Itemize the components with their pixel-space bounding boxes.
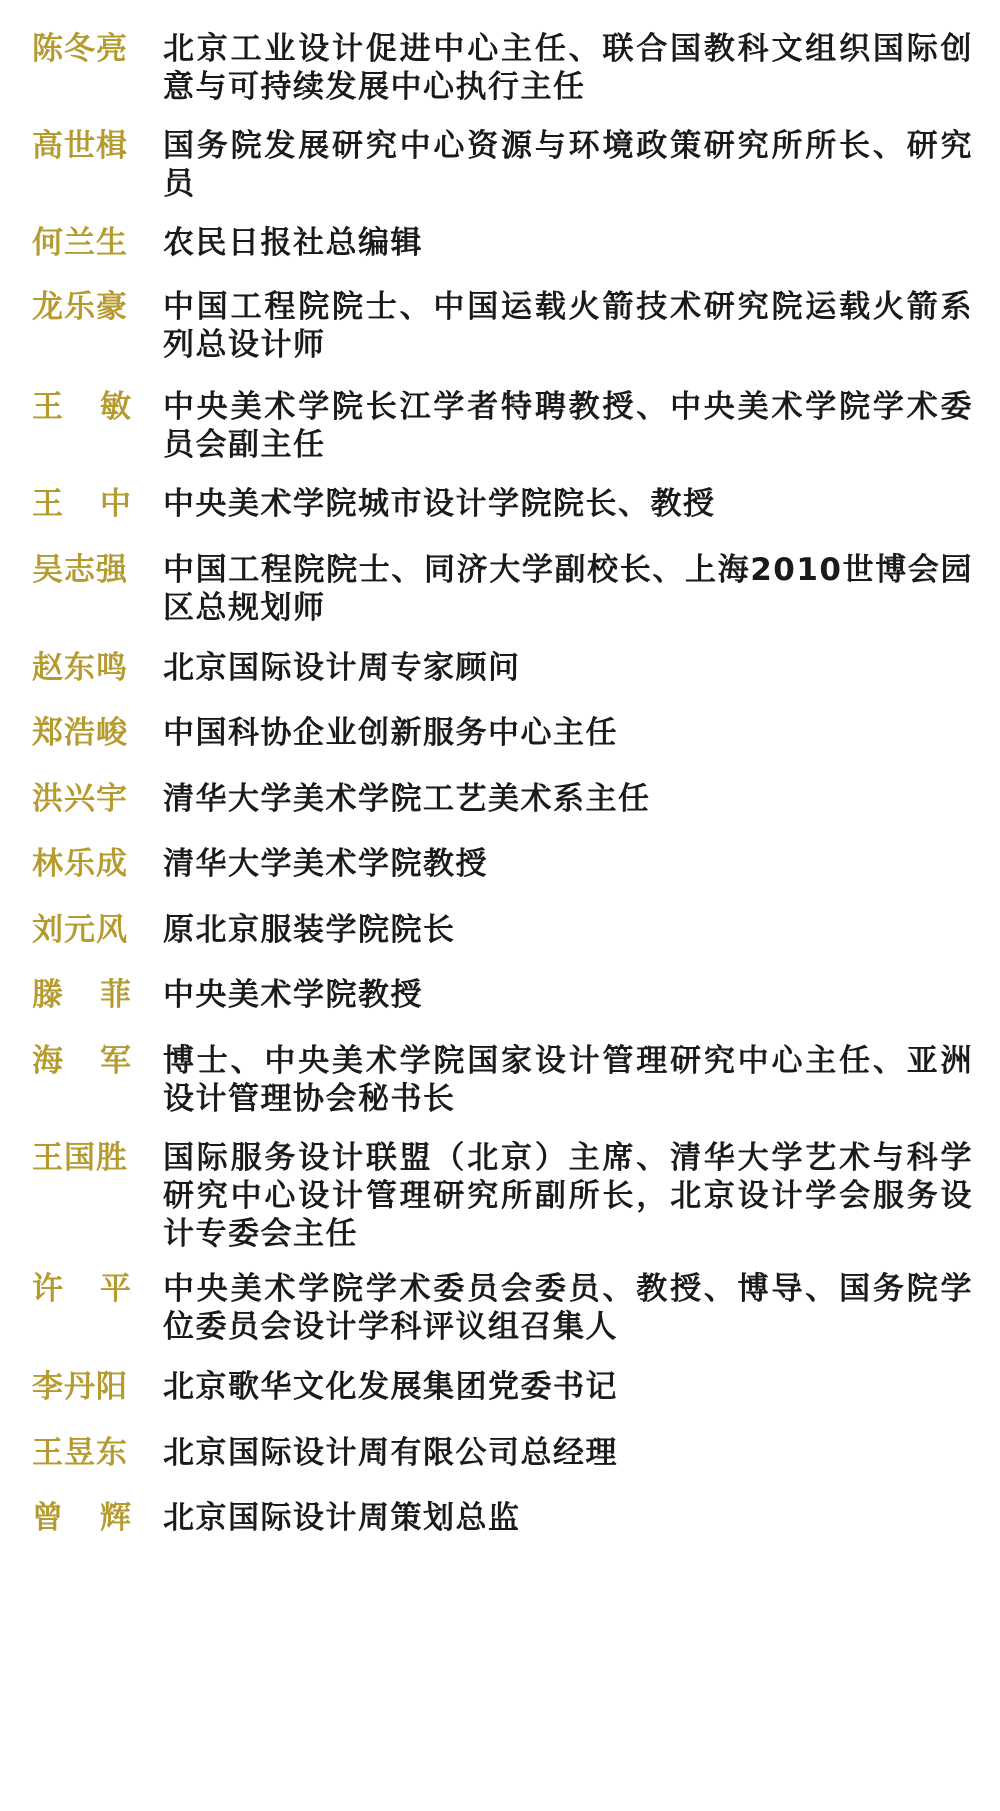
member-title: 中央美术学院学术委员会委员、教授、博导、国务院学位委员会设计学科评议组召集人: [163, 1271, 973, 1345]
member-title: 博士、中央美术学院国家设计管理研究中心主任、亚洲设计管理协会秘书长: [163, 1043, 973, 1117]
member-title: 清华大学美术学院教授: [163, 846, 488, 882]
member-name: 龙乐豪: [32, 289, 128, 325]
member-title: 原北京服装学院院长: [163, 912, 456, 948]
member-name: 王 中: [32, 486, 132, 522]
member-name: 洪兴宇: [32, 781, 128, 817]
member-title: 中国科协企业创新服务中心主任: [163, 715, 618, 751]
member-name: 许 平: [32, 1271, 132, 1307]
member-title: 中央美术学院教授: [163, 977, 423, 1013]
member-title: 北京国际设计周策划总监: [163, 1500, 521, 1536]
member-name: 王 敏: [32, 389, 132, 425]
member-name: 海 军: [32, 1043, 132, 1079]
member-name: 林乐成: [32, 846, 128, 882]
member-title: 国际服务设计联盟（北京）主席、清华大学艺术与科学研究中心设计管理研究所副所长，北京设计学会服务设计专委会主任: [163, 1140, 973, 1252]
member-name: 赵东鸣: [32, 650, 128, 686]
member-title: 中国工程院院士、中国运载火箭技术研究院运载火箭系列总设计师: [163, 289, 973, 363]
member-title: 中央美术学院长江学者特聘教授、中央美术学院学术委员会副主任: [163, 389, 973, 463]
member-title: 中央美术学院城市设计学院院长、教授: [163, 486, 716, 522]
member-title: 中国工程院院士、同济大学副校长、上海2010世博会园区总规划师: [163, 552, 973, 626]
member-name: 何兰生: [32, 225, 128, 261]
member-name: 王国胜: [32, 1140, 128, 1176]
member-name: 王昱东: [32, 1435, 128, 1471]
member-title: 北京工业设计促进中心主任、联合国教科文组织国际创意与可持续发展中心执行主任: [163, 31, 973, 105]
member-name: 曾 辉: [32, 1500, 132, 1536]
member-name: 刘元风: [32, 912, 128, 948]
member-title: 北京国际设计周专家顾问: [163, 650, 521, 686]
member-name: 陈冬亮: [32, 31, 128, 67]
member-name: 郑浩峻: [32, 715, 128, 751]
member-title: 北京歌华文化发展集团党委书记: [163, 1369, 618, 1405]
member-name: 高世楫: [32, 128, 128, 164]
member-title: 北京国际设计周有限公司总经理: [163, 1435, 618, 1471]
member-name: 李丹阳: [32, 1369, 128, 1405]
member-title: 农民日报社总编辑: [163, 225, 423, 261]
member-title: 清华大学美术学院工艺美术系主任: [163, 781, 651, 817]
member-title: 国务院发展研究中心资源与环境政策研究所所长、研究员: [163, 128, 973, 202]
member-name: 滕 菲: [32, 977, 132, 1013]
member-name: 吴志强: [32, 552, 128, 588]
